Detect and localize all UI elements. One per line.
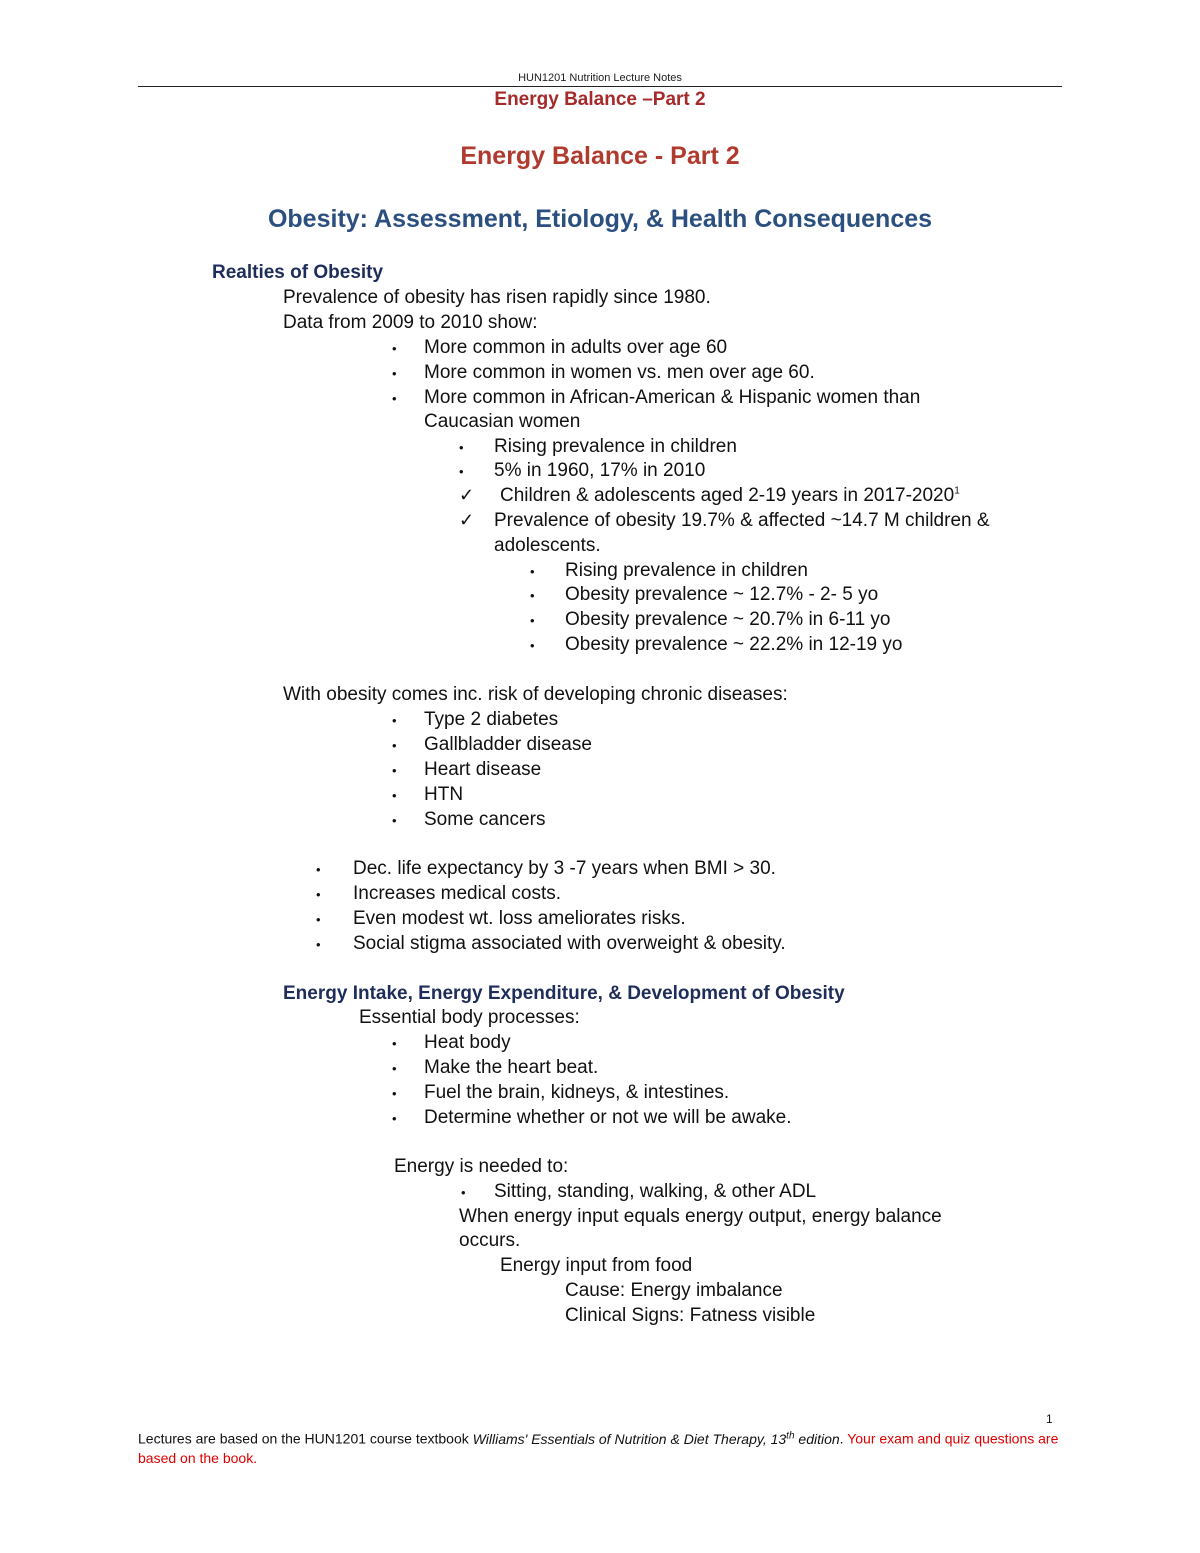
list-item: Even modest wt. loss ameliorates risks. [353, 908, 686, 929]
list-item: Gallbladder disease [424, 734, 592, 755]
header-divider [138, 86, 1062, 87]
footer-warning: Your exam and quiz questions are based on the book. [138, 1430, 1059, 1466]
list-item: Sitting, standing, walking, & other ADL [494, 1181, 817, 1202]
header-course: HUN1201 Nutrition Lecture Notes [518, 72, 682, 84]
bullet-icon: • [392, 1036, 397, 1051]
checkmark-icon: ✓ [459, 485, 475, 505]
list-item: Obesity prevalence ~ 22.2% in 12-19 yo [565, 634, 903, 655]
running-title: Energy Balance –Part 2 [494, 89, 706, 110]
bullet-icon: • [392, 1061, 397, 1076]
bullet-icon: • [530, 564, 535, 579]
bullet-icon: • [392, 341, 397, 356]
text-line: Energy is needed to: [394, 1156, 569, 1177]
list-item: 5% in 1960, 17% in 2010 [494, 460, 706, 481]
bullet-icon: • [392, 713, 397, 728]
list-item: Heart disease [424, 759, 542, 780]
list-item: Social stigma associated with overweight & obesity. [353, 933, 786, 954]
list-item: Obesity prevalence ~ 12.7% - 2- 5 yo [565, 584, 879, 605]
bullet-icon: • [392, 366, 397, 381]
bullet-icon: • [316, 862, 321, 877]
section-heading-realities: Realties of Obesity [212, 262, 384, 283]
page-title: Energy Balance - Part 2 [460, 142, 740, 170]
list-item: Children & adolescents aged 2-19 years in 2017-2020$^1$ [500, 485, 960, 506]
checkmark-icon: ✓ [459, 510, 475, 530]
text-line: Cause: Energy imbalance [565, 1280, 783, 1301]
list-item: Heat body [424, 1032, 511, 1053]
bullet-icon: • [392, 813, 397, 828]
text-line: Essential body processes: [359, 1007, 580, 1028]
book-title: Williams' Essentials of Nutrition & Diet Therapy, 13th edition [472, 1430, 840, 1447]
list-item: Dec. life expectancy by 3 -7 years when BMI > 30. [353, 858, 776, 879]
list-item: Determine whether or not we will be awake. [424, 1107, 792, 1128]
text-line: When energy input equals energy output, energy balance [459, 1206, 942, 1227]
bullet-icon: • [392, 1086, 397, 1101]
list-item-continued: Caucasian women [424, 411, 581, 432]
list-item: Prevalence of obesity 19.7% & affected ~14.7 M children & [494, 510, 990, 531]
page-subtitle: Obesity: Assessment, Etiology, & Health Consequences [267, 205, 933, 233]
bullet-icon: • [530, 613, 535, 628]
list-item: Some cancers [424, 809, 546, 830]
text-line: occurs. [459, 1230, 521, 1251]
list-item: Rising prevalence in children [565, 560, 808, 581]
bullet-icon: • [392, 1111, 397, 1126]
list-item-continued: adolescents. [494, 535, 601, 556]
bullet-icon: • [459, 464, 464, 479]
list-item: Make the heart beat. [424, 1057, 599, 1078]
bullet-icon: • [316, 912, 321, 927]
bullet-icon: • [316, 887, 321, 902]
text-line: Energy input from food [500, 1255, 693, 1276]
list-item: HTN [424, 784, 464, 805]
footer-note: Lectures are based on the HUN1201 course textbook Williams' Essentials of Nutrition & Diet Therapy, 13th edition. Your exam and quiz questions are based on the book. [138, 1430, 1059, 1466]
list-item: More common in women vs. men over age 60. [424, 362, 815, 383]
bullet-icon: • [459, 440, 464, 455]
text-line: With obesity comes inc. risk of developing chronic diseases: [283, 684, 788, 705]
list-item: More common in adults over age 60 [424, 337, 728, 358]
list-item: Fuel the brain, kidneys, & intestines. [424, 1082, 730, 1103]
bullet-icon: • [461, 1185, 466, 1200]
list-item: More common in African-American & Hispanic women than [424, 387, 921, 408]
bullet-icon: • [392, 763, 397, 778]
text-line: Prevalence of obesity has risen rapidly since 1980. [283, 287, 711, 308]
text-line: Clinical Signs: Fatness visible [565, 1305, 816, 1326]
page-number: 1 [1046, 1412, 1053, 1426]
list-item: Rising prevalence in children [494, 436, 737, 457]
list-item: Obesity prevalence ~ 20.7% in 6-11 yo [565, 609, 891, 630]
list-item: Type 2 diabetes [424, 709, 559, 730]
section-heading-energy: Energy Intake, Energy Expenditure, & Development of Obesity [283, 983, 845, 1004]
bullet-icon: • [316, 937, 321, 952]
bullet-icon: • [530, 588, 535, 603]
bullet-icon: • [392, 391, 397, 406]
bullet-icon: • [530, 638, 535, 653]
text-line: Data from 2009 to 2010 show: [283, 312, 538, 333]
list-item: Increases medical costs. [353, 883, 562, 904]
bullet-icon: • [392, 738, 397, 753]
bullet-icon: • [392, 788, 397, 803]
